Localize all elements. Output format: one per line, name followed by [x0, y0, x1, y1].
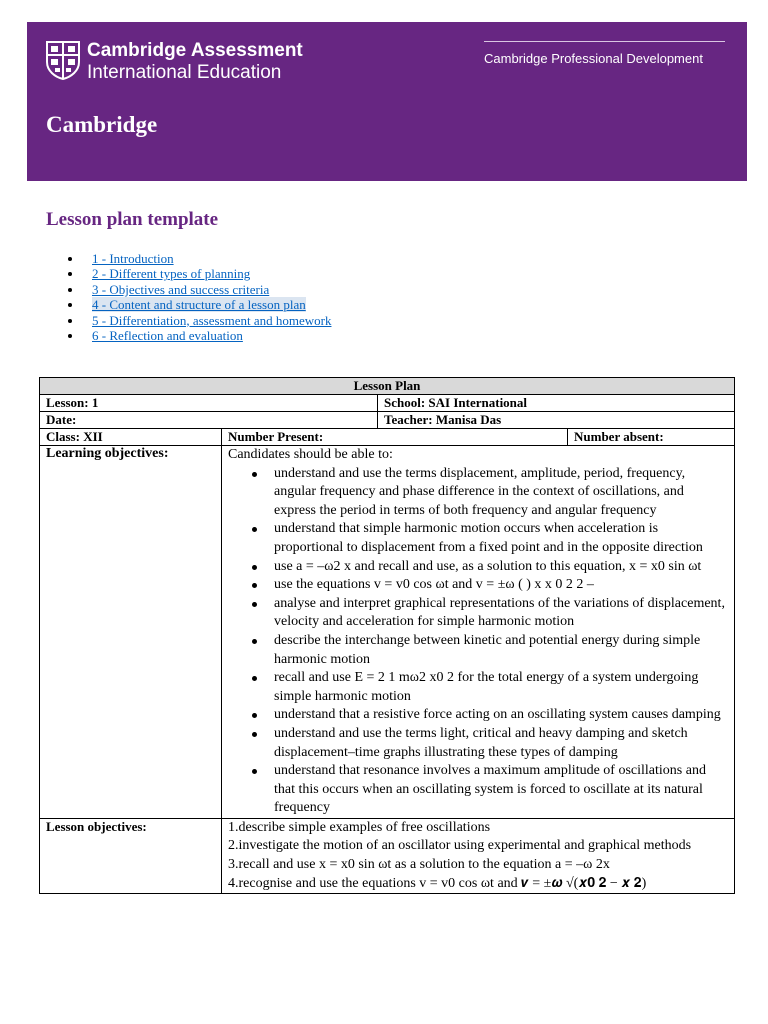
teacher-cell: Teacher: Manisa Das [378, 412, 735, 429]
logo-line-1: Cambridge Assessment [87, 40, 303, 61]
lesson-objective: 4.recognise and use the equations v = v0 cos ωt and 𝒗 = ±𝝎 √(𝒙𝟎 𝟐 − 𝒙 𝟐) [228, 875, 647, 891]
number-present-cell: Number Present: [222, 429, 568, 446]
toc-item [68, 282, 331, 297]
lesson-plan-heading: Lesson Plan [40, 378, 735, 395]
logo-line-2: International Education [87, 62, 282, 83]
toc-link-introduction[interactable]: 1 - Introduction [92, 251, 174, 266]
toc-item [68, 297, 331, 312]
learning-objectives-list [228, 465, 728, 818]
toc-item [68, 251, 331, 266]
toc-item [68, 266, 331, 281]
lesson-objective: 3.recall and use x = x0 sin ωt as a solution to the equation a = –ω 2x [228, 857, 610, 873]
lesson-plan-table [39, 377, 735, 894]
number-absent-cell: Number absent: [568, 429, 735, 446]
header-divider [484, 41, 725, 42]
list-item: understand that a resistive force acting on an oscillating system causes damping [274, 706, 728, 725]
toc-link-content-structure[interactable]: 4 - Content and structure of a lesson plan [92, 297, 306, 313]
lesson-objective: 1.describe simple examples of free oscillations [228, 819, 491, 835]
shield-icon [45, 40, 81, 80]
list-item: describe the interchange between kinetic and potential energy during simple harmonic motion [274, 632, 728, 669]
list-item: understand and use the terms displacement, amplitude, period, frequency, angular frequency and phase difference in the context of oscillations, and express the period in terms of both frequency and angular frequency [274, 465, 728, 521]
learning-intro: Candidates should be able to: [228, 447, 393, 462]
lesson-objectives-label: Lesson objectives: [40, 818, 222, 893]
header-title: Cambridge [46, 112, 158, 137]
learning-objectives-label: Learning objectives: [40, 446, 222, 819]
header-subtitle: Cambridge Professional Development [484, 51, 703, 66]
list-item: understand that resonance involves a maximum amplitude of oscillations and that this occurs when an oscillating system is forced to oscillate at its natural frequency [274, 762, 728, 818]
lesson-number-cell: Lesson: 1 [40, 395, 378, 412]
toc-link-reflection[interactable]: 6 - Reflection and evaluation [92, 328, 243, 344]
list-item: use a = –ω2 x and recall and use, as a solution to this equation, x = x0 sin ωt [274, 558, 728, 577]
toc-link-differentiation[interactable]: 5 - Differentiation, assessment and homework [92, 312, 332, 328]
toc-item [68, 328, 331, 343]
toc-item [68, 313, 331, 328]
class-cell: Class: XII [40, 429, 222, 446]
list-item: use the equations v = v0 cos ωt and v = ±ω ( ) x x 0 2 2 – [274, 576, 728, 595]
toc-link-objectives[interactable]: 3 - Objectives and success criteria [92, 281, 270, 297]
cambridge-logo[interactable] [45, 40, 303, 84]
lesson-objective: 2.investigate the motion of an oscillator using experimental and graphical methods [228, 838, 692, 854]
list-item: understand and use the terms light, critical and heavy damping and sketch displacement–time graphs illustrating these types of damping [274, 725, 728, 762]
lesson-objectives-cell [222, 818, 735, 893]
document-title: Lesson plan template [46, 209, 219, 230]
learning-objectives-cell [222, 446, 735, 819]
school-cell: School: SAI International [378, 395, 735, 412]
toc-link-planning-types[interactable]: 2 - Different types of planning [92, 266, 251, 282]
list-item: understand that simple harmonic motion occurs when acceleration is proportional to displacement from a fixed point and in the opposite direction [274, 520, 728, 557]
date-cell: Date: [40, 412, 378, 429]
list-item: recall and use E = 2 1 mω2 x0 2 for the total energy of a system undergoing simple harmonic motion [274, 669, 728, 706]
table-of-contents [68, 251, 331, 343]
header-banner [27, 22, 747, 181]
list-item: analyse and interpret graphical representations of the variations of displacement, velocity and acceleration for simple harmonic motion [274, 595, 728, 632]
